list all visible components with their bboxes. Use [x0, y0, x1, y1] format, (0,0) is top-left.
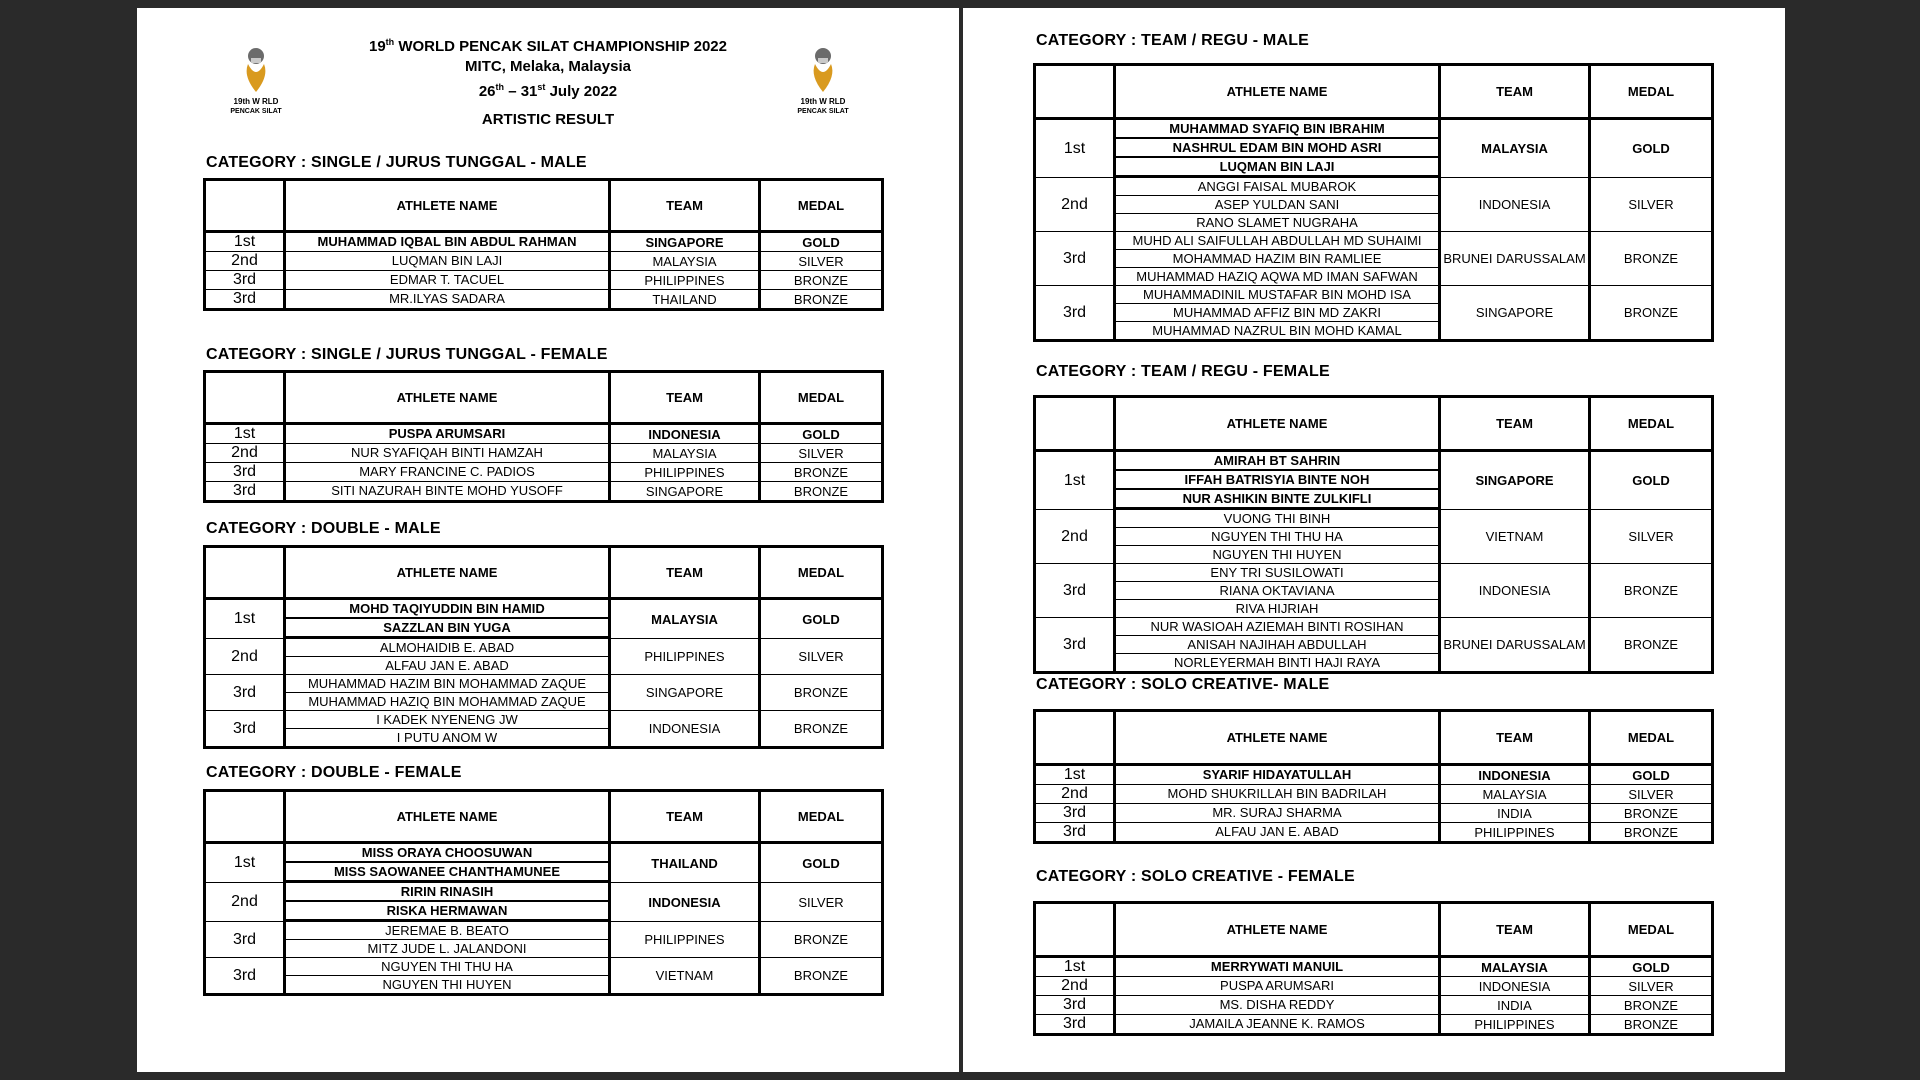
- table-row: [205, 922, 883, 958]
- svg-text:PENCAK SILAT: PENCAK SILAT: [230, 108, 282, 115]
- team-header: TEAM: [1440, 711, 1590, 765]
- results-table: [203, 178, 884, 311]
- athlete-name: MOHAMMAD HAZIM BIN RAMLIEE: [1116, 250, 1438, 268]
- athlete-name-header: ATHLETE NAME: [1115, 397, 1440, 451]
- athlete-name-header: ATHLETE NAME: [285, 791, 610, 843]
- table-row: [1035, 804, 1713, 823]
- results-table: [203, 545, 884, 749]
- athlete-name: IFFAH BATRISYIA BINTE NOH: [1116, 471, 1438, 490]
- position-cell: 3rd: [205, 482, 285, 502]
- medal-cell: BRONZE: [1590, 996, 1713, 1015]
- medal-cell: BRONZE: [760, 675, 883, 711]
- team-cell: INDONESIA: [610, 883, 760, 922]
- team-cell: INDIA: [1440, 996, 1590, 1015]
- athlete-name-cell: [285, 843, 610, 883]
- athlete-name-cell: [1115, 232, 1440, 286]
- table-row: [1035, 232, 1713, 286]
- athlete-name: NGUYEN THI THU HA: [286, 958, 608, 976]
- medal-header: MEDAL: [760, 547, 883, 599]
- team-cell: SINGAPORE: [1440, 451, 1590, 510]
- document-page-left: [137, 8, 959, 1072]
- medal-cell: GOLD: [1590, 451, 1713, 510]
- athlete-name-cell: MUHAMMAD IQBAL BIN ABDUL RAHMAN: [285, 232, 610, 252]
- team-cell: SINGAPORE: [610, 675, 760, 711]
- medal-cell: BRONZE: [1590, 232, 1713, 286]
- athlete-name-cell: [285, 922, 610, 958]
- medal-cell: SILVER: [760, 639, 883, 675]
- medal-header: MEDAL: [760, 791, 883, 843]
- table-row: [205, 290, 883, 310]
- medal-header: MEDAL: [1590, 65, 1713, 119]
- medal-cell: BRONZE: [1590, 564, 1713, 618]
- team-header: TEAM: [1440, 903, 1590, 957]
- table-row: [205, 843, 883, 883]
- medal-header: MEDAL: [1590, 903, 1713, 957]
- category-title: CATEGORY : SOLO CREATIVE - FEMALE: [1036, 868, 1355, 885]
- athlete-name: MISS ORAYA CHOOSUWAN: [286, 844, 608, 863]
- team-cell: SINGAPORE: [1440, 286, 1590, 341]
- athlete-name-header: ATHLETE NAME: [285, 180, 610, 232]
- position-cell: 3rd: [205, 711, 285, 748]
- athlete-name: ASEP YULDAN SANI: [1116, 196, 1438, 214]
- position-cell: 3rd: [1035, 996, 1115, 1015]
- table-row: [1035, 977, 1713, 996]
- medal-header: MEDAL: [1590, 397, 1713, 451]
- position-cell: 3rd: [205, 675, 285, 711]
- table-row: [1035, 564, 1713, 618]
- table-row: [205, 444, 883, 463]
- athlete-name-cell: [1115, 286, 1440, 341]
- position-cell: 1st: [205, 424, 285, 444]
- table-header-row: [205, 180, 883, 232]
- medal-cell: BRONZE: [1590, 1015, 1713, 1035]
- team-cell: MALAYSIA: [1440, 119, 1590, 178]
- position-cell: 1st: [1035, 957, 1115, 977]
- athlete-name: MISS SAOWANEE CHANTHAMUNEE: [286, 863, 608, 882]
- team-cell: PHILIPPINES: [610, 271, 760, 290]
- medal-cell: SILVER: [760, 444, 883, 463]
- athlete-name-cell: MR. SURAJ SHARMA: [1115, 804, 1440, 823]
- medal-header: MEDAL: [760, 372, 883, 424]
- team-cell: THAILAND: [610, 843, 760, 883]
- medal-cell: SILVER: [1590, 785, 1713, 804]
- team-cell: PHILIPPINES: [610, 639, 760, 675]
- position-cell: 3rd: [1035, 564, 1115, 618]
- results-table: [203, 370, 884, 503]
- athlete-name: I KADEK NYENENG JW: [286, 711, 608, 729]
- athlete-name-cell: EDMAR T. TACUEL: [285, 271, 610, 290]
- athlete-name: MOHD TAQIYUDDIN BIN HAMID: [286, 600, 608, 619]
- medal-cell: BRONZE: [760, 958, 883, 995]
- table-row: [205, 463, 883, 482]
- team-cell: INDIA: [1440, 804, 1590, 823]
- table-row: [1035, 996, 1713, 1015]
- athlete-name: MITZ JUDE L. JALANDONI: [367, 941, 527, 956]
- athlete-name-cell: MARY FRANCINE C. PADIOS: [285, 463, 610, 482]
- athlete-name: RIANA OKTAVIANA: [1116, 582, 1438, 600]
- medal-cell: SILVER: [1590, 178, 1713, 232]
- athlete-name: I PUTU ANOM W: [396, 730, 498, 745]
- position-cell: 2nd: [205, 444, 285, 463]
- position-cell: 3rd: [205, 958, 285, 995]
- medal-cell: BRONZE: [1590, 823, 1713, 843]
- position-header: [205, 180, 285, 232]
- position-cell: 1st: [1035, 765, 1115, 785]
- table-header-row: [205, 791, 883, 843]
- table-row: [205, 599, 883, 639]
- athlete-name-cell: MR.ILYAS SADARA: [285, 290, 610, 310]
- athlete-name: MUHAMMAD NAZRUL BIN MOHD KAMAL: [1152, 323, 1402, 338]
- medal-cell: BRONZE: [760, 482, 883, 502]
- athlete-name: SAZZLAN BIN YUGA: [286, 619, 608, 638]
- team-cell: MALAYSIA: [610, 599, 760, 639]
- position-cell: 2nd: [1035, 785, 1115, 804]
- medal-cell: SILVER: [1590, 510, 1713, 564]
- athlete-name: RANO SLAMET NUGRAHA: [1196, 215, 1358, 230]
- athlete-name-cell: PUSPA ARUMSARI: [1115, 977, 1440, 996]
- medal-cell: BRONZE: [760, 463, 883, 482]
- athlete-name-cell: [1115, 564, 1440, 618]
- category-title: CATEGORY : DOUBLE - MALE: [206, 520, 441, 537]
- table-row: [205, 958, 883, 995]
- athlete-name: MUHAMMAD AFFIZ BIN MD ZAKRI: [1116, 304, 1438, 322]
- medal-cell: BRONZE: [760, 922, 883, 958]
- table-row: [1035, 765, 1713, 785]
- position-cell: 2nd: [205, 252, 285, 271]
- athlete-name-cell: PUSPA ARUMSARI: [285, 424, 610, 444]
- position-cell: 1st: [205, 843, 285, 883]
- medal-cell: GOLD: [760, 599, 883, 639]
- athlete-name: VUONG THI BINH: [1116, 510, 1438, 528]
- position-cell: 3rd: [205, 922, 285, 958]
- document-header: [137, 32, 959, 130]
- position-cell: 3rd: [1035, 823, 1115, 843]
- athlete-name: NGUYEN THI THU HA: [1116, 528, 1438, 546]
- table-header-row: [1035, 711, 1713, 765]
- team-cell: THAILAND: [610, 290, 760, 310]
- team-cell: VIETNAM: [610, 958, 760, 995]
- athlete-name: NGUYEN THI HUYEN: [382, 977, 512, 992]
- team-cell: INDONESIA: [1440, 178, 1590, 232]
- category-title: CATEGORY : TEAM / REGU - FEMALE: [1036, 363, 1330, 380]
- table-row: [1035, 1015, 1713, 1035]
- athlete-name-header: ATHLETE NAME: [1115, 903, 1440, 957]
- athlete-name: RISKA HERMAWAN: [286, 902, 608, 921]
- results-table: [1033, 901, 1714, 1036]
- team-cell: INDONESIA: [1440, 765, 1590, 785]
- results-table: [1033, 709, 1714, 844]
- athlete-name-cell: SITI NAZURAH BINTE MOHD YUSOFF: [285, 482, 610, 502]
- category-title: CATEGORY : SINGLE / JURUS TUNGGAL - FEMALE: [206, 346, 608, 363]
- table-row: [205, 675, 883, 711]
- position-cell: 2nd: [205, 883, 285, 922]
- team-header: TEAM: [610, 372, 760, 424]
- team-cell: INDONESIA: [1440, 564, 1590, 618]
- results-table: [203, 789, 884, 996]
- medal-cell: BRONZE: [1590, 804, 1713, 823]
- athlete-name-cell: MS. DISHA REDDY: [1115, 996, 1440, 1015]
- athlete-name: NASHRUL EDAM BIN MOHD ASRI: [1116, 139, 1438, 158]
- team-cell: MALAYSIA: [1440, 957, 1590, 977]
- table-row: [205, 424, 883, 444]
- athlete-name-header: ATHLETE NAME: [285, 547, 610, 599]
- position-header: [205, 547, 285, 599]
- table-row: [205, 639, 883, 675]
- team-cell: PHILIPPINES: [1440, 1015, 1590, 1035]
- position-cell: 3rd: [1035, 804, 1115, 823]
- position-header: [1035, 397, 1115, 451]
- position-header: [205, 372, 285, 424]
- position-cell: 3rd: [205, 271, 285, 290]
- athlete-name-cell: JAMAILA JEANNE K. RAMOS: [1115, 1015, 1440, 1035]
- athlete-name: MUHAMMAD HAZIQ AQWA MD IMAN SAFWAN: [1136, 269, 1418, 284]
- table-row: [1035, 823, 1713, 843]
- athlete-name-cell: [1115, 451, 1440, 510]
- team-cell: VIETNAM: [1440, 510, 1590, 564]
- team-cell: SINGAPORE: [610, 232, 760, 252]
- position-cell: 1st: [1035, 119, 1115, 178]
- medal-cell: GOLD: [760, 424, 883, 444]
- table-row: [1035, 451, 1713, 510]
- table-row: [205, 711, 883, 748]
- team-cell: MALAYSIA: [610, 252, 760, 271]
- athlete-name-header: ATHLETE NAME: [1115, 711, 1440, 765]
- athlete-name-cell: [285, 883, 610, 922]
- athlete-name-cell: NUR SYAFIQAH BINTI HAMZAH: [285, 444, 610, 463]
- table-header-row: [1035, 397, 1713, 451]
- athlete-name: MUHAMMADINIL MUSTAFAR BIN MOHD ISA: [1116, 286, 1438, 304]
- medal-cell: GOLD: [1590, 765, 1713, 785]
- team-header: TEAM: [1440, 397, 1590, 451]
- position-cell: 1st: [205, 232, 285, 252]
- medal-cell: GOLD: [1590, 957, 1713, 977]
- results-table: [1033, 395, 1714, 674]
- athlete-name-cell: [285, 599, 610, 639]
- table-row: [205, 271, 883, 290]
- position-cell: 2nd: [205, 639, 285, 675]
- table-header-row: [205, 372, 883, 424]
- position-header: [1035, 903, 1115, 957]
- athlete-name: ANISAH NAJIHAH ABDULLAH: [1116, 636, 1438, 654]
- athlete-name: ENY TRI SUSILOWATI: [1116, 564, 1438, 582]
- athlete-name: ALMOHAIDIB E. ABAD: [286, 639, 608, 657]
- header-title: 19th WORLD PENCAK SILAT CHAMPIONSHIP 2022: [368, 37, 727, 55]
- category-title: CATEGORY : TEAM / REGU - MALE: [1036, 32, 1310, 49]
- athlete-name-cell: [1115, 618, 1440, 673]
- header-dates: 26th – 31st July 2022: [478, 82, 618, 100]
- medal-cell: GOLD: [760, 843, 883, 883]
- table-header-row: [1035, 65, 1713, 119]
- team-header: TEAM: [1440, 65, 1590, 119]
- medal-cell: GOLD: [760, 232, 883, 252]
- position-cell: 2nd: [1035, 977, 1115, 996]
- athlete-name: JEREMAE B. BEATO: [286, 922, 608, 940]
- position-cell: 2nd: [1035, 510, 1115, 564]
- table-row: [1035, 785, 1713, 804]
- team-cell: INDONESIA: [610, 711, 760, 748]
- athlete-name-cell: [1115, 510, 1440, 564]
- medal-cell: BRONZE: [760, 271, 883, 290]
- medal-cell: SILVER: [760, 883, 883, 922]
- table-row: [1035, 957, 1713, 977]
- athlete-name: AMIRAH BT SAHRIN: [1116, 452, 1438, 471]
- position-cell: 3rd: [1035, 286, 1115, 341]
- medal-cell: SILVER: [1590, 977, 1713, 996]
- athlete-name: NGUYEN THI HUYEN: [1212, 547, 1342, 562]
- team-cell: INDONESIA: [1440, 977, 1590, 996]
- athlete-name-cell: [1115, 178, 1440, 232]
- position-cell: 3rd: [1035, 618, 1115, 673]
- athlete-name-header: ATHLETE NAME: [1115, 65, 1440, 119]
- medal-header: MEDAL: [1590, 711, 1713, 765]
- position-cell: 3rd: [1035, 232, 1115, 286]
- table-row: [205, 883, 883, 922]
- table-row: [1035, 510, 1713, 564]
- svg-text:19th W RLD: 19th W RLD: [800, 97, 846, 106]
- athlete-name: NORLEYERMAH BINTI HAJI RAYA: [1173, 655, 1381, 670]
- team-cell: PHILIPPINES: [610, 922, 760, 958]
- team-cell: SINGAPORE: [610, 482, 760, 502]
- athlete-name-cell: [285, 675, 610, 711]
- team-header: TEAM: [610, 547, 760, 599]
- athlete-name-cell: LUQMAN BIN LAJI: [285, 252, 610, 271]
- header-subtitle: ARTISTIC RESULT: [481, 111, 615, 128]
- athlete-name-cell: MOHD SHUKRILLAH BIN BADRILAH: [1115, 785, 1440, 804]
- team-header: TEAM: [610, 791, 760, 843]
- athlete-name: MUHAMMAD SYAFIQ BIN IBRAHIM: [1116, 120, 1438, 139]
- medal-cell: BRONZE: [760, 711, 883, 748]
- medal-cell: GOLD: [1590, 119, 1713, 178]
- document-page-right: [963, 8, 1785, 1072]
- medal-cell: SILVER: [760, 252, 883, 271]
- team-cell: PHILIPPINES: [1440, 823, 1590, 843]
- athlete-name-cell: SYARIF HIDAYATULLAH: [1115, 765, 1440, 785]
- athlete-name-cell: [1115, 119, 1440, 178]
- athlete-name-cell: [285, 711, 610, 748]
- position-cell: 2nd: [1035, 178, 1115, 232]
- table-row: [205, 482, 883, 502]
- category-title: CATEGORY : SOLO CREATIVE- MALE: [1036, 676, 1330, 693]
- athlete-name: ALFAU JAN E. ABAD: [385, 658, 509, 673]
- medal-cell: BRONZE: [760, 290, 883, 310]
- athlete-name: NUR ASHIKIN BINTE ZULKIFLI: [1116, 490, 1438, 509]
- position-cell: 3rd: [205, 463, 285, 482]
- athlete-name-cell: ALFAU JAN E. ABAD: [1115, 823, 1440, 843]
- table-row: [205, 252, 883, 271]
- team-cell: MALAYSIA: [610, 444, 760, 463]
- table-row: [1035, 178, 1713, 232]
- category-title: CATEGORY : SINGLE / JURUS TUNGGAL - MALE: [206, 154, 587, 171]
- position-header: [1035, 65, 1115, 119]
- athlete-name-cell: [285, 958, 610, 995]
- athlete-name: ANGGI FAISAL MUBAROK: [1116, 178, 1438, 196]
- athlete-name: MUHAMMAD HAZIQ BIN MOHAMMAD ZAQUE: [308, 694, 586, 709]
- table-header-row: [1035, 903, 1713, 957]
- team-cell: MALAYSIA: [1440, 785, 1590, 804]
- team-cell: BRUNEI DARUSSALAM: [1440, 232, 1590, 286]
- table-row: [205, 232, 883, 252]
- position-cell: 3rd: [205, 290, 285, 310]
- position-cell: 1st: [1035, 451, 1115, 510]
- position-cell: 3rd: [1035, 1015, 1115, 1035]
- athlete-name: LUQMAN BIN LAJI: [1116, 158, 1438, 177]
- svg-text:19th W RLD: 19th W RLD: [233, 97, 279, 106]
- table-row: [1035, 119, 1713, 178]
- medal-header: MEDAL: [760, 180, 883, 232]
- position-header: [1035, 711, 1115, 765]
- header-venue: MITC, Melaka, Malaysia: [465, 58, 631, 75]
- athlete-name: RIVA HIJRIAH: [1235, 601, 1319, 616]
- table-row: [1035, 286, 1713, 341]
- results-table: [1033, 63, 1714, 342]
- medal-cell: BRONZE: [1590, 286, 1713, 341]
- svg-text:PENCAK SILAT: PENCAK SILAT: [797, 108, 849, 115]
- medal-cell: BRONZE: [1590, 618, 1713, 673]
- athlete-name-cell: MERRYWATI MANUIL: [1115, 957, 1440, 977]
- team-header: TEAM: [610, 180, 760, 232]
- athlete-name: NUR WASIOAH AZIEMAH BINTI ROSIHAN: [1116, 618, 1438, 636]
- athlete-name-header: ATHLETE NAME: [285, 372, 610, 424]
- category-title: CATEGORY : DOUBLE - FEMALE: [206, 764, 462, 781]
- position-cell: 1st: [205, 599, 285, 639]
- athlete-name: MUHD ALI SAIFULLAH ABDULLAH MD SUHAIMI: [1116, 232, 1438, 250]
- table-row: [1035, 618, 1713, 673]
- position-header: [205, 791, 285, 843]
- athlete-name: RIRIN RINASIH: [286, 883, 608, 902]
- team-cell: BRUNEI DARUSSALAM: [1440, 618, 1590, 673]
- athlete-name: MUHAMMAD HAZIM BIN MOHAMMAD ZAQUE: [286, 675, 608, 693]
- athlete-name-cell: [285, 639, 610, 675]
- team-cell: PHILIPPINES: [610, 463, 760, 482]
- table-header-row: [205, 547, 883, 599]
- team-cell: INDONESIA: [610, 424, 760, 444]
